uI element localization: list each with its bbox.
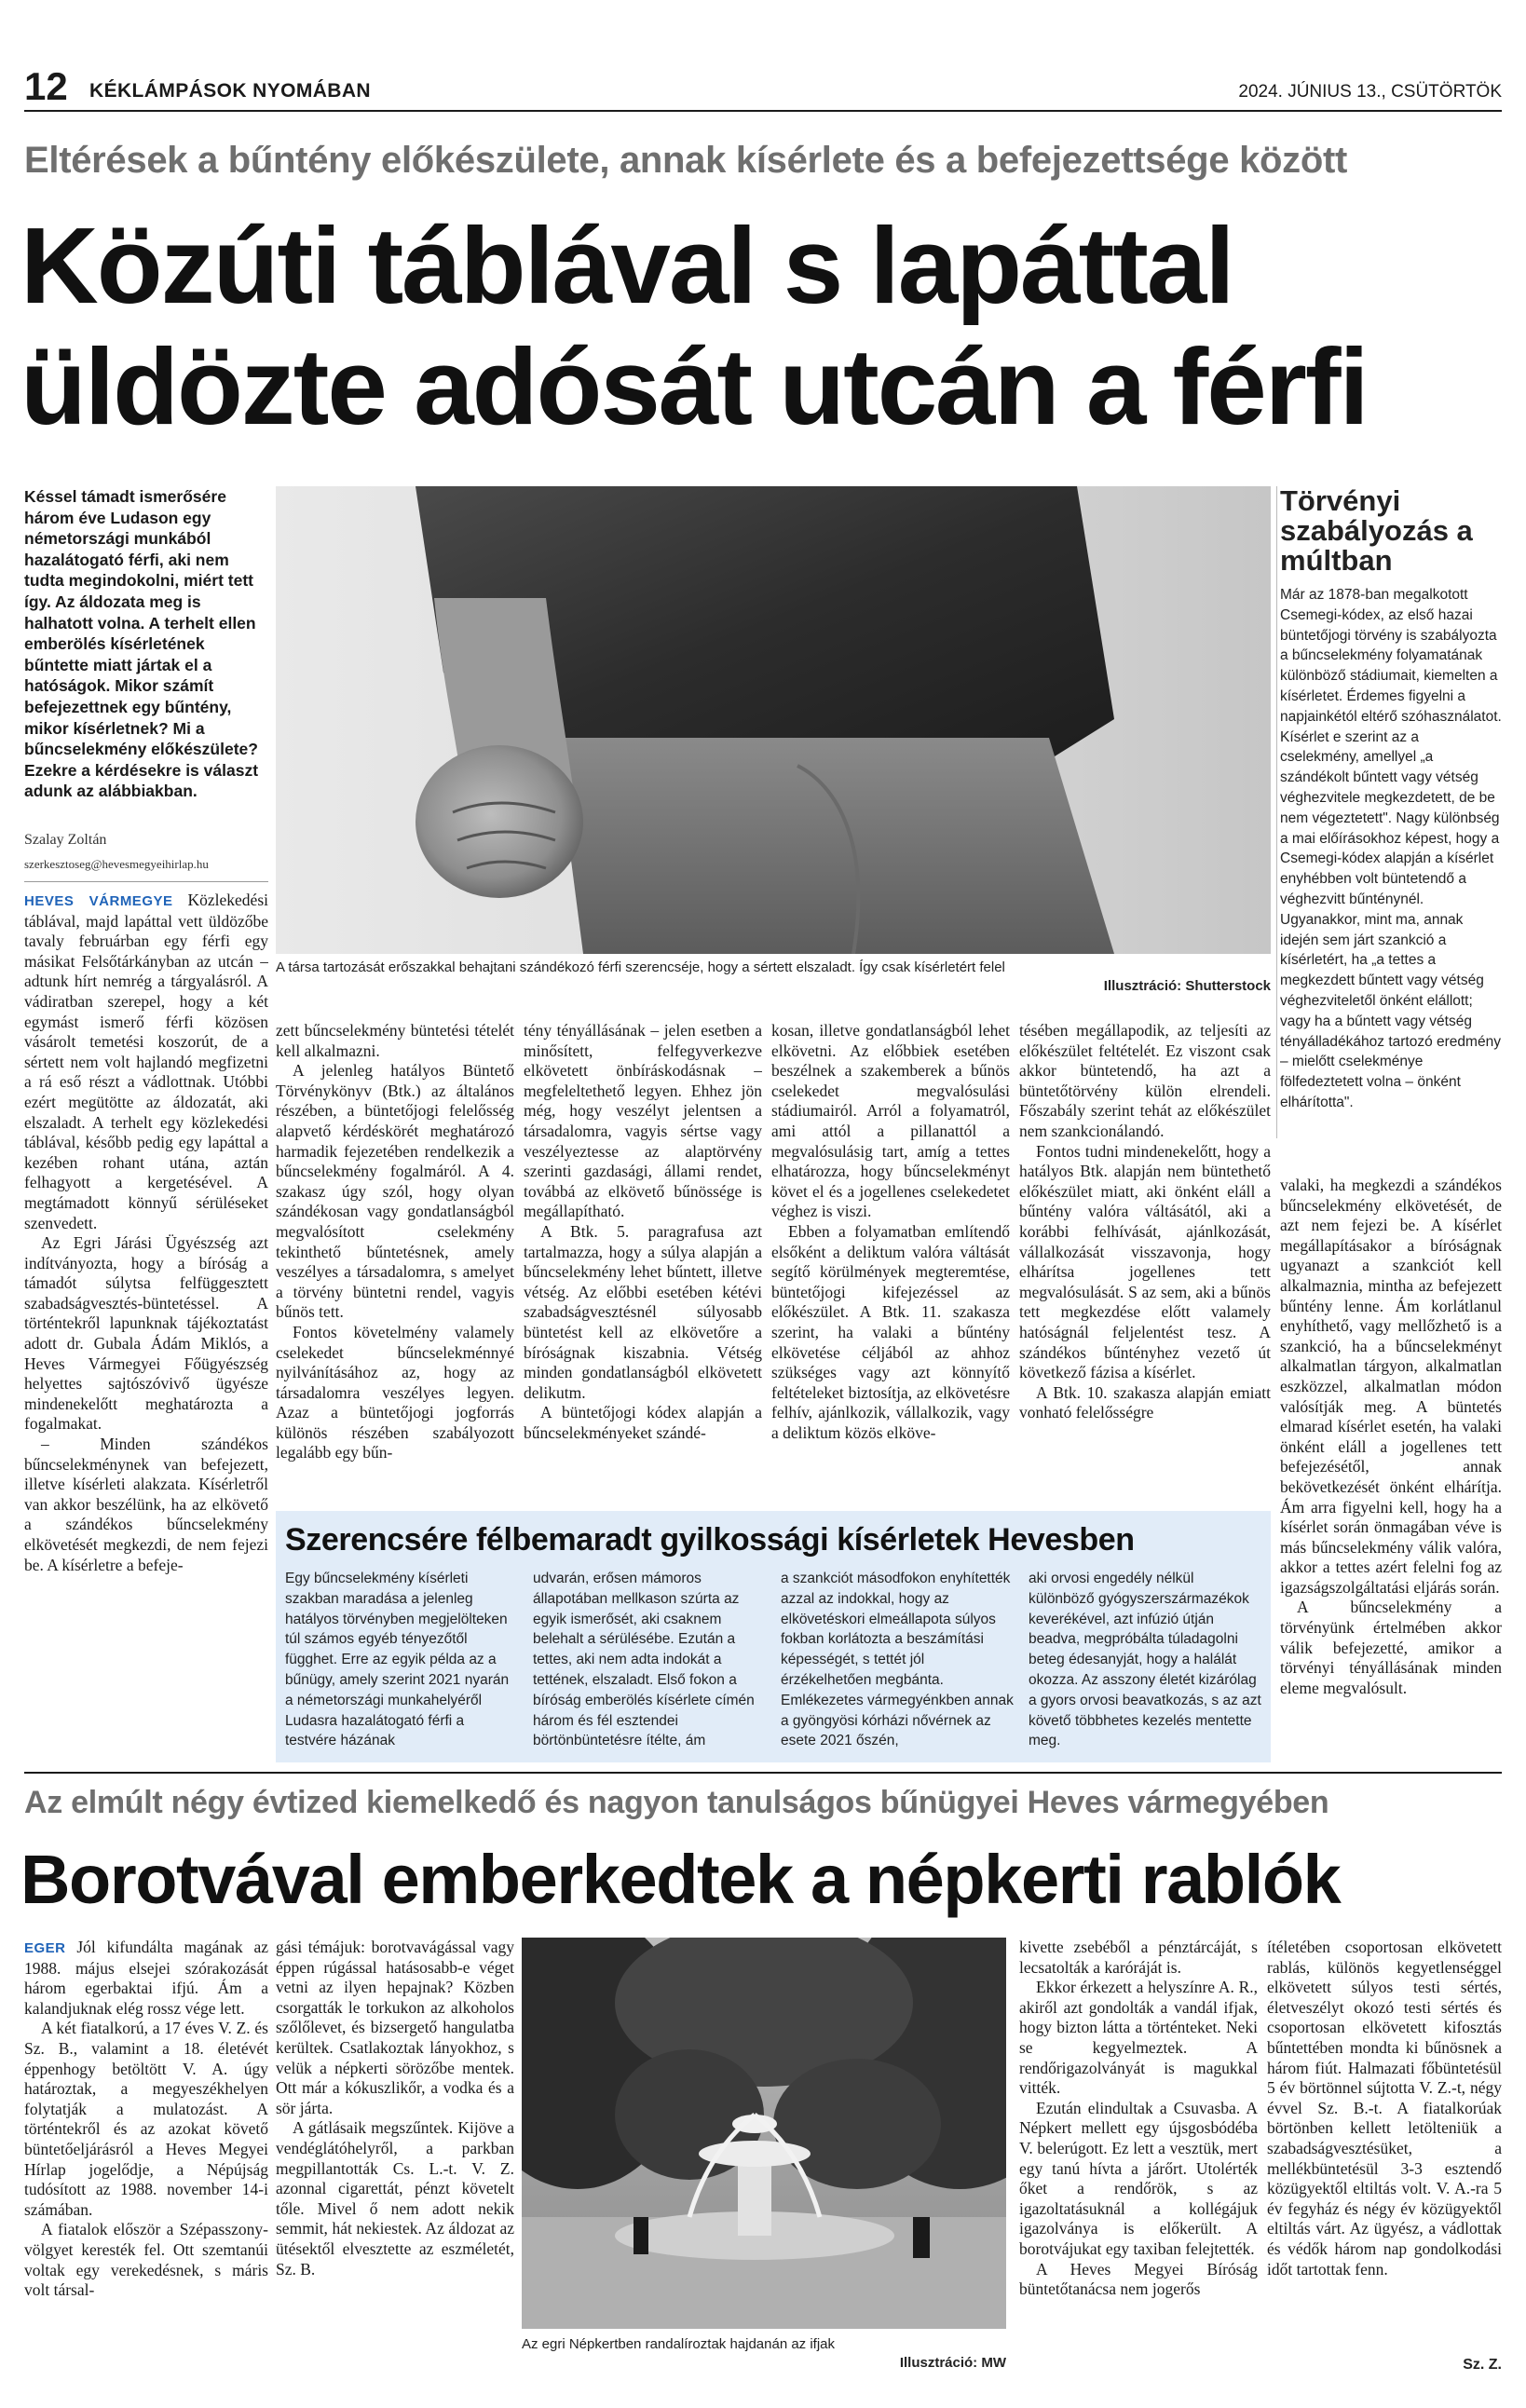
paragraph: tésében megállapodik, az teljesíti az előkészület feltételét. Ez viszont csak akkor büntetendő, ha azt a büntetőtörvény külön elrendeli. Főszabály szerint tehát az előkészület nem szankcionálandó. (1019, 1021, 1271, 1140)
paragraph: ítéletében csoportosan elkövetett rablás, különös kegyetlenséggel elkövetett súlyos testi sértés, életveszélyt okozó testi sértés és csoportosan elkövetett kifosztás bűntettében mondta ki bűnösnek a három fiút. Halmazati főbüntetésül 5 év börtönnel sújtotta V. Z.-t, négy évvel Sz. B.-t. A fiatalkorúak börtönben kellett letölteniük a szabadságvesztésüket, a mellékbüntetésül 3-3 esztendő közügyektől eltiltás volt. V. A.-ra 5 év fegyház és négy év közügyektől eltiltás várt. Az ügyész, a vádlottak és védők három nap gondolkodási időt tartottak fenn. (1267, 1938, 1502, 2279)
article2-headline: Borotvával emberkedtek a népkerti rablók (20, 1841, 1341, 1918)
issue-date: 2024. JÚNIUS 13., CSÜTÖRTÖK (1238, 82, 1502, 102)
paragraph: gási témájuk: borotvavágással vagy éppen rúgással hatásosabb-e véget vetni az ilyen hepajnak? Közben csorgatták le torkukon az alkoholos szőlőlevet, és bizsergető hangulatba kerültek. Csatlakoztak lányokhoz, s velük a népkerti sörözőbe mentek. Ott már a kókuszlikőr, a vodka és a sör járta. (276, 1938, 514, 2117)
article2-column-4 (1267, 1938, 1502, 2347)
hero-photo-caption: A társa tartozását erőszakkal behajtani szándékozó férfi szerencséje, hogy a sértett elszaladt. Így csak kísérletért felel (276, 959, 1005, 975)
park-photo-credit: Illusztráció: MW (899, 2355, 1006, 2371)
hero-photo (276, 486, 1271, 954)
article1-column-2 (276, 1021, 514, 1505)
article-divider (24, 1772, 1502, 1774)
paragraph: Fontos követelmény valamely cselekedet bűncselekménnyé nyilvánításához az, hogy az társadalomra veszélyes legyen. Azaz a büntetőjogi jogforrás különös részében szabályozott legalább egy bűn- (276, 1322, 514, 1462)
paragraph: A büntetőjogi kódex alapján a bűncselekményeket szándé- (524, 1403, 762, 1442)
sidebar-body: Már az 1878-ban megalkotott Csemegi-kódex, az első hazai büntetőjogi törvény is szabályozta a bűncselekmény folyamatának különböző stádiumait, kiemelten a kísérletet. Érdemes figyelni a napjainkétól eltérő szóhasználatot. Kísérlet e szerint az a cselekmény, amellyel „a szándékolt bűntett vagy vétség véghezvitele megkezdetett, de be nem végeztetett". Nagy különbség a mai előírásokhoz képest, hogy a Csemegi-kódex alapján a kísérlet enyhébben volt büntetendő a véghezvitt bűnténynél. Ugyanakkor, mint ma, annak idején sem járt szankció a kísérletért, ha „a tettes a megkezdett bűntett vagy vétség véghezviteletől önként elállott; vagy ha a bűntett vagy vétség tényálladékához tartozó eredmény – mielőtt cselekménye fölfedeztetett volna – önként elhárította". (1280, 587, 1502, 1110)
sidebar-title: Törvényi szabályozás a múltban (1280, 484, 1473, 577)
highlight-box (276, 1511, 1271, 1762)
article-kicker: Eltérések a bűntény előkészülete, annak kísérlete és a befejezettsége között (24, 140, 1348, 181)
article1-column-5 (1019, 1021, 1271, 1505)
paragraph: Jól kifundálta magának az 1988. május elsejei szórakozását három egerbaktai ifjú. Ám a kalandjuknak elég rossz vége lett. (24, 1938, 268, 2018)
article2-kicker: Az elmúlt négy évtized kiemelkedő és nagyon tanulságos bűnügyei Heves vármegyében (24, 1785, 1329, 1820)
paragraph: – Minden szándékos bűncselekménynek van befejezett, illetve kísérleti alakzata. Kísérletről van akkor beszélünk, ha az elkövető a szándékos bűncselekmény elkövetését megkezdi, de nem fejezi be. A kísérletre a befeje- (24, 1435, 268, 1574)
article-signature: Sz. Z. (1463, 2357, 1502, 2373)
box-column-1: Egy bűncselekmény kísérleti szakban maradása a jelenleg hatályos törvényben megjelölteken túl számos egyéb tényezőtől függhet. Erre az egyik példa az a bűnügy, amely szerint 2021 nyarán a németországi munkahelyéről Ludasra hazalátogató férfi a testvére házának (285, 1571, 510, 1749)
hero-photo-credit: Illusztráció: Shutterstock (1103, 978, 1271, 994)
article2-column-3 (1019, 1938, 1258, 2375)
park-photo (522, 1938, 1006, 2329)
paragraph: A fiatalok először a Szépasszony-völgyet keresték fel. Ott szemtanúi voltak egy verekedésnek, s máris volt társal- (24, 2220, 268, 2300)
park-photo-caption: Az egri Népkertben randalíroztak hajdanán az ifjak (522, 2336, 836, 2352)
paragraph: kosan, illetve gondatlanságból lehet elkövetni. Az előbbiek esetében beszélnek a szakemberek a bűnös cselekedet megvalósulási stádiumairól. Arról a folyamatról, ami attól a pillanattól a megvalósulásig tart, amíg a tettes elhatározza, hogy bűncselekményt követ el és a jogellenes cselekedetet véghez is viszi. (771, 1021, 1010, 1221)
paragraph: A két fiatalkorú, a 17 éves V. Z. és Sz. B., valamint a 18. életévét éppenhogy betöltött V. A. úgy határoztak, a megyeszékhelyen folytatják a mulatozást. A történtekről és az azokat követő büntetőeljárásról a Heves Megyei Hírlap jogelődje, a Népújság tudósított az 1988. november 14-i számában. (24, 2019, 268, 2219)
article2-column-2 (276, 1938, 514, 2375)
location-tag: EGER (24, 1940, 66, 1956)
header-rule (24, 110, 1502, 112)
paragraph: Ebben a folyamatban említendő elsőként a deliktum valóra váltását segítő körülmények megteremtése, büntetőjogi kifejezéssel az előkészület. A Btk. 11. szakasza szerint, ha valaki a bűntény elkövetése céljából az ahhoz szükséges vagy azt könnyítő feltételeket biztosítja, az elkövetésre felhív, ajánlkozik, vállalkozik, vagy a deliktum közös elköve- (771, 1221, 1010, 1442)
paragraph: Ekkor érkezett a helyszínre A. R., akiről azt gondolták a vandál ifjak, hogy bizton látta a történteket. Neki se kegyelmeztek. A rendőrigazolványát is magukkal vitték. (1019, 1978, 1258, 2098)
article1-column-4 (771, 1021, 1010, 1505)
article-headline-line1: Közúti táblával s lapáttal (20, 205, 1233, 326)
location-tag: HEVES VÁRMEGYE (24, 893, 173, 909)
fountain-illustration (522, 1938, 1006, 2329)
paragraph: kivette zsebéből a pénztárcáját, s lecsatolták a karóráját is. (1019, 1938, 1258, 1977)
paragraph: Ezután elindultak a Csuvasba. A Népkert mellett egy újsgosbódéba V. belerúgott. Ez lett a vesztük, mert egy tanú hívta a járőrt. Utolérték őket a rendőrök, s az igazoltatásuknál a kollégájuk igazolványa is előkerült. A borotvájukat egy taxiban felejtették. (1019, 2098, 1258, 2258)
fist-illustration (276, 486, 1271, 954)
box-column-2: udvarán, erősen mámoros állapotában mellkason szúrta az egyik ismerősét, aki csaknem belehalt a sérülésébe. Ezután a tettes, aki nem adta indokát a tettének, elszaladt. Első fokon a bíróság emberölés kísérlete címén három és fél esztendei börtönbüntetésre ítélte, ám (533, 1571, 755, 1749)
paragraph: A Btk. 10. szakasza alapján emiatt vonható felelősségre (1019, 1382, 1271, 1422)
article-lead: Késsel támadt ismerősére három éve Ludason egy németországi munkából hazalátogató férfi, aki nem tudta megindokolni, miért tett így. Az áldozata meg is halhatott volna. A terhelt ellen emberölés kísérletének bűntette miatt jártak el a hatóságok. Mikor számít befejezettnek egy bűntény, mikor kísérletnek? Mi a bűncselekmény előkészülete? Ezekre a kérdésekre is választ adunk az alábbiakban. (24, 487, 259, 801)
section-title: KÉKLÁMPÁSOK NYOMÁBAN (89, 80, 371, 102)
paragraph: A Heves Megyei Bíróság büntetőtanácsa nem jogerős (1019, 2259, 1258, 2299)
paragraph: A gátlásaik megszűntek. Kijöve a vendéglátóhelyről, a parkban megpillantották Cs. L.-t. V. Z. azonnal cigarettát, pénzt követelt tőle. Mivel ő nem adott nekik semmit, hát nekiestek. Az áldozat az ütésektől elvesztette az eszméletét, Sz. B. (276, 2118, 514, 2279)
paragraph: A bűncselekmény a törvényünk értelmében akkor válik befejezetté, amikor a törvényi tényállásának minden eleme megvalósult. (1280, 1598, 1502, 1697)
box-title: Szerencsére félbemaradt gyilkossági kísérletek Hevesben (285, 1522, 1135, 1558)
article1-column-6 (1280, 1176, 1502, 1761)
article1-column-1 (24, 891, 268, 1710)
page-number: 12 (24, 64, 68, 108)
paragraph: Fontos tudni mindenekelőtt, hogy a hatályos Btk. alapján nem büntethető előkészület miatt, aki önként eláll a bűntény valóra váltásától, aki a korábbi felhívását, ajánlkozását, vállalkozását visszavonja, hogy elhárítsa jogellenes tett megvalósulását. S az sem, aki a bűnös tett megkezdése előtt valamely hatóságnál feljelentést tesz. A szándékos bűntényhez vezető út következő fázisa a kísérlet. (1019, 1141, 1271, 1382)
article-headline-line2: üldözte adósát utcán a férfi (20, 326, 1368, 447)
paragraph: valaki, ha megkezdi a szándékos bűncselekmény elkövetését, de azt nem fejezi be. A kísérlet megállapításakor a bíróságnak ugyanazt a szankciót kell alkalmaznia, mintha az befejezett bűntény lenne. Ám korlátlanul enyhíthető, vagy mellőzhető is a szankció, ha a bűncselekményt alkalmatlan tárgyon, alkalmatlan eszközzel, alkalmatlan módon valósítják meg. A büntetés elmarad kísérlet esetén, ha valaki önként eláll a jogellenes tett befejezésétől, annak bekövetkezését önként elhárítja. Ám arra figyelni kell, hogy ha a kísérlet során önmagában véve is más bűncselekmény válik valóra, akkor a tettes azért felelni fog az igazságszolgáltatási eljárás során. (1280, 1176, 1502, 1597)
lead-divider (24, 881, 268, 882)
box-column-4: aki orvosi engedély nélkül különböző gyógyszerszármazékok keverékével, azt infúzió útján beadva, megpróbálta túladagolni beteg édesanyját, hogy a halálát okozza. Az asszony életét kizárólag a gyors orvosi beavatkozás, s az azt követő többhetes kezelés mentette meg. (1029, 1571, 1261, 1749)
author-email[interactable]: szerkesztoseg@hevesmegyeihirlap.hu (24, 857, 209, 871)
article1-column-3 (524, 1021, 762, 1505)
paragraph: A Btk. 5. paragrafusa azt tartalmazza, hogy a súlya alapján a bűncselekmény lehet bűntett, illetve vétség. Az előbbi esetében kétévi szabadságvesztésnél súlyosabb büntetést kell az elkövetőre a bíróságnak kiszabnia. Vétség minden gondatlanságból elkövetett delikutm. (524, 1221, 762, 1402)
author-name: Szalay Zoltán (24, 832, 107, 848)
paragraph: Közlekedési táblával, majd lapáttal vett üldözőbe tavaly februárban egy férfi egy másikat Felsőtárkányban az utcán – adtunk hírt nemrég a tárgyalásról. A vádiratban szerepel, hogy a két egymást ismerő férfi közösen vásárolt temetési koszorút, de a sértett nem volt hajlandó megfizetni a rá eső részt a vádlottnak. Utóbbi ezért megütötte az áldozatát, aki elszaladt. A terhelt egy közlekedési táblával, később pedig egy lapáttal a kezében rohant utána, aztán felhagyott a kergetésével. A megtámadott könnyű sérüléseket szenvedett. (24, 891, 268, 1232)
paragraph: zett bűncselekmény büntetési tételét kell alkalmazni. (276, 1021, 514, 1060)
box-column-3: a szankciót másodfokon enyhítették azzal az indokkal, hogy az elkövetéskori elmeállapota súlyos fokban korlátozta a beszámítási képességét, s tettét jól érzékelhetően megbánta. Emlékezetes vármegyénkben annak a gyöngyösi kórházi nővérnek az esete 2021 őszén, (781, 1571, 1014, 1749)
article2-column-1 (24, 1938, 268, 2375)
paragraph: Az Egri Járási Ügyészség azt indítványozta, hogy a bíróság a támadót súlytsa felfüggesztett szabadságvesztés-büntetéssel. A történtekről lapunknak tájékoztatást adott dr. Gubala Ádám Miklós, a Heves Vármegyei Főügyészség helyettes sajtószóvivő ügyésze mindenekelőtt meghatározta a fogalmakat. (24, 1233, 268, 1434)
history-sidebar (1280, 486, 1502, 1113)
sidebar-divider (1276, 486, 1277, 1138)
paragraph: tény tényállásának – jelen esetben a minősített, felfegyverkezve elkövetett önbíráskodásnak – megfeleltethető legyen. Ehhez jön még, hogy veszélyt jelentsen a társadalomra, vagyis sértse vagy veszélyeztesse az alaptörvény szerinti gazdasági, állami rendet, továbbá az elkövető bűnössége is megállapítható. (524, 1021, 762, 1221)
paragraph: A jelenleg hatályos Büntető Törvénykönyv (Btk.) az általános részében, a büntetőjogi felelősség alapvető kérdéskörét meghatározó harmadik fejezetében rendelkezik a bűncselekmény fogalmáról. A 4. szakasz úgy szól, hogy olyan szándékosan vagy gondatlanságból megvalósított cselekmény tekinthető bűntetésnek, amely veszélyes a társadalomra, s amelyet a törvény büntetni rendel, vagyis bűnös tett. (276, 1061, 514, 1322)
